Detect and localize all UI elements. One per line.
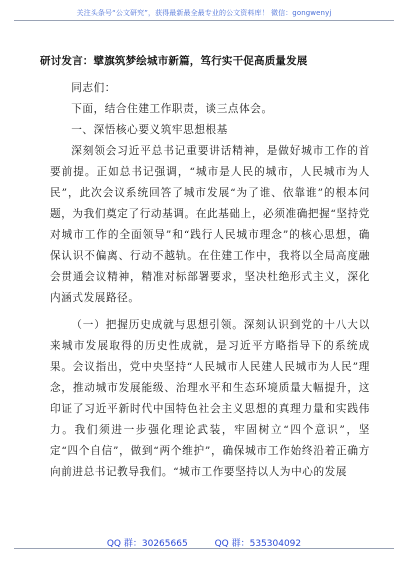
qq-group-2 [215, 536, 302, 549]
footer-contacts [14, 536, 394, 549]
qq-value-1: 30265665 [141, 539, 188, 549]
document-body [40, 54, 370, 483]
document-title: 研讨发言：擘旗筑梦绘城市新篇，笃行实干促高质量发展 [40, 55, 308, 67]
header-divider [14, 20, 394, 21]
qq-label-2: QQ 群： [214, 539, 250, 549]
header-banner: 关注头条号“公文研究”，获得最新最全最专业的公文资料库！ 微信：gongwenyj [76, 9, 332, 17]
greeting: 同志们： [71, 82, 116, 94]
qq-value-2: 535304092 [249, 539, 302, 549]
qq-group-1 [107, 536, 188, 549]
body-paragraph-1: 深刻领会习近平总书记重要讲话精神，是做好城市工作的首要前提。正如总书记强调，“城市是人民的城市，人民城市为人民”，此次会议系统回答了城市发展“为了谁、依靠谁”的根本问题，为我们奠定了行动基调。在此基础上，必须准确把握“坚持党对城市工作的全面领导”和“践行人民城市理念”的核心思想，确保认识不偏离、行动不越轨。在住建工作中，我将以全局高度融会贯通会议精神，精准对标部署要求，坚决杜绝形式主义，深化内涵式发展路径。 [50, 145, 370, 304]
section-heading: 一、深悟核心要义筑牢思想根基 [71, 124, 228, 136]
qq-label-1: QQ 群： [106, 539, 142, 549]
body-paragraph-2: （一）把握历史成就与思想引领。深刻认识到党的十八大以来城市发展取得的历史性成就，是习近平方略指导下的系统成果。会议指出，党中央坚持“人民城市人民建人民城市为人民”理念，推动城市发展能级、治理水平和生态环境质量大幅提升，这印证了习近平新时代中国特色社会主义思想的真理力量和实践伟力。我们须进一步强化理论武装，牢固树立“四个意识”，坚定“四个自信”，做到“两个维护”，确保城市工作始终沿着正确方向前进总书记教导我们。“城市工作要坚持以人为中心的发展 [50, 319, 370, 478]
intro-paragraph: 下面，结合住建工作职责，谈三点体会。 [71, 103, 273, 115]
